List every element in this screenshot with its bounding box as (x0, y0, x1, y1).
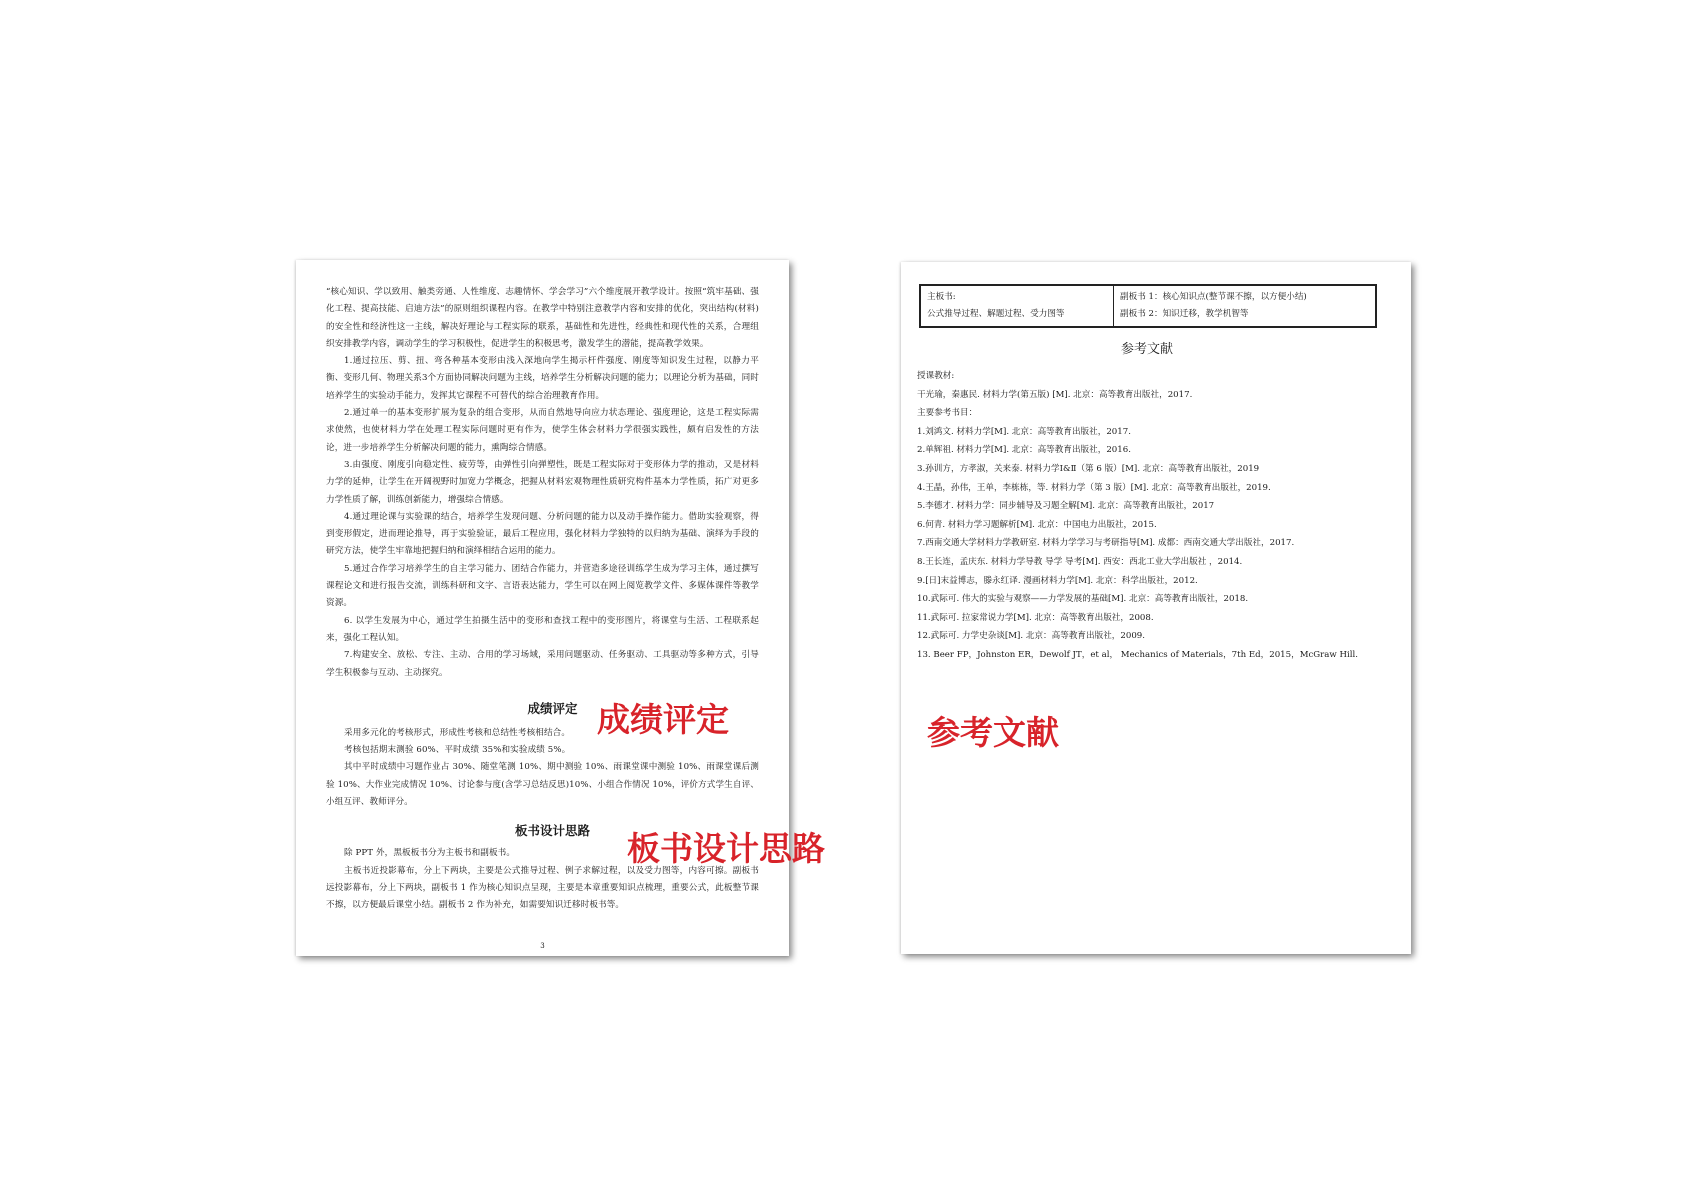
board-paragraph-1: 除 PPT 外，黑板板书分为主板书和副板书。 (344, 848, 516, 859)
grade-heading: 成绩评定 (527, 700, 578, 716)
reference-item: 10.武际可. 伟大的实验与观察——力学发展的基础[M]. 北京：高等教育出版社，2018. (917, 594, 1249, 605)
reference-callout-label: 参考文献 (927, 713, 1059, 752)
grade-paragraph-3: 其中平时成绩中习题作业占 30%、随堂笔测 10%、期中测验 10%、雨课堂课中测验 10%、雨课堂课后测验 10%、大作业完成情况 10%、讨论参与度(含学习总结反思)10%、小组合作情况 10%，评价方式学生自评、小组互评、教师评分。 (326, 762, 759, 808)
sub-board-2: 副板书 2：知识迁移，教学机智等 (1120, 309, 1249, 319)
reference-item: 8.王长连，孟庆东. 材料力学导教 导学 导考[M]. 西安：西北工业大学出版社 ，2014. (917, 556, 1243, 567)
sub-board-cell (1114, 285, 1377, 327)
textbook-entry: 干光瑜，秦惠民. 材料力学(第五版) [M]. 北京：高等教育出版社，2017. (917, 389, 1193, 400)
reference-item: 6.何青. 材料力学习题解析[M]. 北京：中国电力出版社，2015. (917, 519, 1157, 530)
reference-item: 12.武际可. 力学史杂谈[M]. 北京：高等教育出版社，2009. (917, 631, 1145, 642)
board-callout-label: 板书设计思路 (627, 829, 825, 868)
teaching-item-5: 5.通过合作学习培养学生的自主学习能力、团结合作能力，并营造多途径训练学生成为学习主体，通过撰写课程论文和进行报告交流，训练科研和文字、言语表达能力，学生可以在网上阅览教学文件、多媒体课件等教学资源。 (326, 563, 759, 609)
textbook-label: 授课教材: (917, 371, 955, 381)
teaching-item-1: 1.通过拉压、剪、扭、弯各种基本变形由浅入深地向学生揭示杆件强度、刚度等知识发生过程，以静力平衡、变形几何、物理关系3个方面协同解决问题为主线，培养学生分析解决问题的能力；以理论分析为基础，同时培养学生的实验动手能力，发挥其它课程不可替代的综合治理教育作用。 (326, 356, 759, 401)
board-design-table (919, 284, 1377, 328)
intro-paragraph: “核心知识、学以致用、触类旁通、人性维度、志趣情怀、学会学习”六个维度展开教学设计。按照“筑牢基础、强化工程、提高技能、启迪方法”的原则组织课程内容。在教学中特别注意教学内容和安排的优化，突出结构(材料)的安全性和经济性这一主线，解决好理论与工程实际的联系，基础性和先进性，经典性和现代性的关系，合理组织安排教学内容，调动学生的学习积极性，促进学生的积极思考，激发学生的潜能，提高教学效果。 (326, 287, 759, 349)
references-label: 主要参考书目： (917, 408, 978, 419)
reference-item: 4.王晶，孙伟，王单，李栋栋，等. 材料力学（第 3 版）[M]. 北京：高等教育出版社，2019. (917, 482, 1271, 493)
reference-item: 5.李德才. 材料力学：同步辅导及习题全解[M]. 北京：高等教育出版社，2017 (917, 501, 1215, 512)
board-heading: 板书设计思路 (514, 823, 590, 839)
teaching-item-2: 2.通过单一的基本变形扩展为复杂的组合变形，从而自然地导向应力状态理论、强度理论，这是工程实际需求使然，也使材料力学在处理工程实际问题时更有作为，使学生体会材料力学很强实践性，颇有启发性的方法论，进一步培养学生分析解决问题的能力，熏陶综合情感。 (326, 408, 759, 453)
main-board-cell (920, 285, 1114, 327)
reference-item: 7.西南交通大学材料力学教研室. 材料力学学习与考研指导[M]. 成都：西南交通大学出版社，2017. (917, 538, 1295, 549)
reference-item: 9.[日]末益博志，滕永红译. 漫画材料力学[M]. 北京：科学出版社，2012. (917, 575, 1198, 586)
references-list (917, 423, 1377, 665)
main-board-title: 主板书: (927, 292, 956, 302)
document-page-right (901, 262, 1411, 954)
teaching-item-6: 6. 以学生发展为中心，通过学生拍摄生活中的变形和查找工程中的变形图片，将课堂与生活、工程联系起来，强化工程认知。 (326, 615, 759, 643)
reference-item: 13. Beer FP，Johnston ER，Dewolf JT，et al， Mechanics of Materials，7th Ed，2015，McGraw Hill. (917, 649, 1358, 660)
page-number: 3 (540, 942, 545, 950)
teaching-item-7: 7.构建安全、放松、专注、主动、合用的学习场域，采用问题驱动、任务驱动、工具驱动等多种方式，引导学生积极参与互动、主动探究。 (326, 650, 759, 678)
reference-item: 3.孙训方，方孝淑，关来泰. 材料力学Ⅰ&Ⅱ（第 6 版）[M]. 北京：高等教育出版社，2019 (917, 463, 1260, 474)
teaching-item-3: 3.由强度、刚度引向稳定性、疲劳等，由弹性引向弹塑性，既是工程实际对于变形体力学的推动，又是材料力学的延伸，让学生在开阔视野时加宽力学概念，把握从材料宏观物理性质研究构件基本力学性质，拓广对更多力学性质了解，训练创新能力，增强综合情感。 (326, 459, 759, 505)
grade-paragraph-2: 考核包括期末测验 60%、平时成绩 35%和实验成绩 5%。 (344, 745, 571, 756)
reference-item: 2.单辉祖. 材料力学[M]. 北京：高等教育出版社，2016. (917, 445, 1131, 456)
reference-item: 11.武际可. 拉家常说力学[M]. 北京：高等教育出版社，2008. (917, 612, 1154, 623)
teaching-item-4: 4.通过理论课与实验课的结合，培养学生发现问题、分析问题的能力以及动手操作能力。借助实验观察，得到变形假定，进而理论推导，再于实验验证，最后工程应用，强化材料力学独特的以归纳为基础、演绎为手段的研究方法，使学生牢靠地把握归纳和演绎相结合运用的能力。 (326, 511, 759, 557)
main-board-content: 公式推导过程、解题过程、受力图等 (927, 309, 1065, 319)
references-title: 参考文献 (1120, 342, 1173, 357)
board-paragraph-2: 主板书近投影幕布，分上下两块，主要是公式推导过程、例子求解过程，以及受力图等，内容可擦。副板书远投影幕布，分上下两块，副板书 1 作为核心知识点呈现，主要是本章重要知识点梳理，重要公式，此板整节课不擦，以方便最后课堂小结。副板书 2 作为补充，如需要知识迁移时板书等。 (326, 865, 759, 911)
grade-callout-label: 成绩评定 (597, 700, 729, 739)
reference-item: 1.刘鸿文. 材料力学[M]. 北京：高等教育出版社，2017. (917, 426, 1131, 437)
grade-paragraph-1: 采用多元化的考核形式，形成性考核和总结性考核相结合。 (344, 727, 571, 738)
sub-board-1: 副板书 1：核心知识点(整节课不擦，以方便小结) (1120, 292, 1307, 302)
